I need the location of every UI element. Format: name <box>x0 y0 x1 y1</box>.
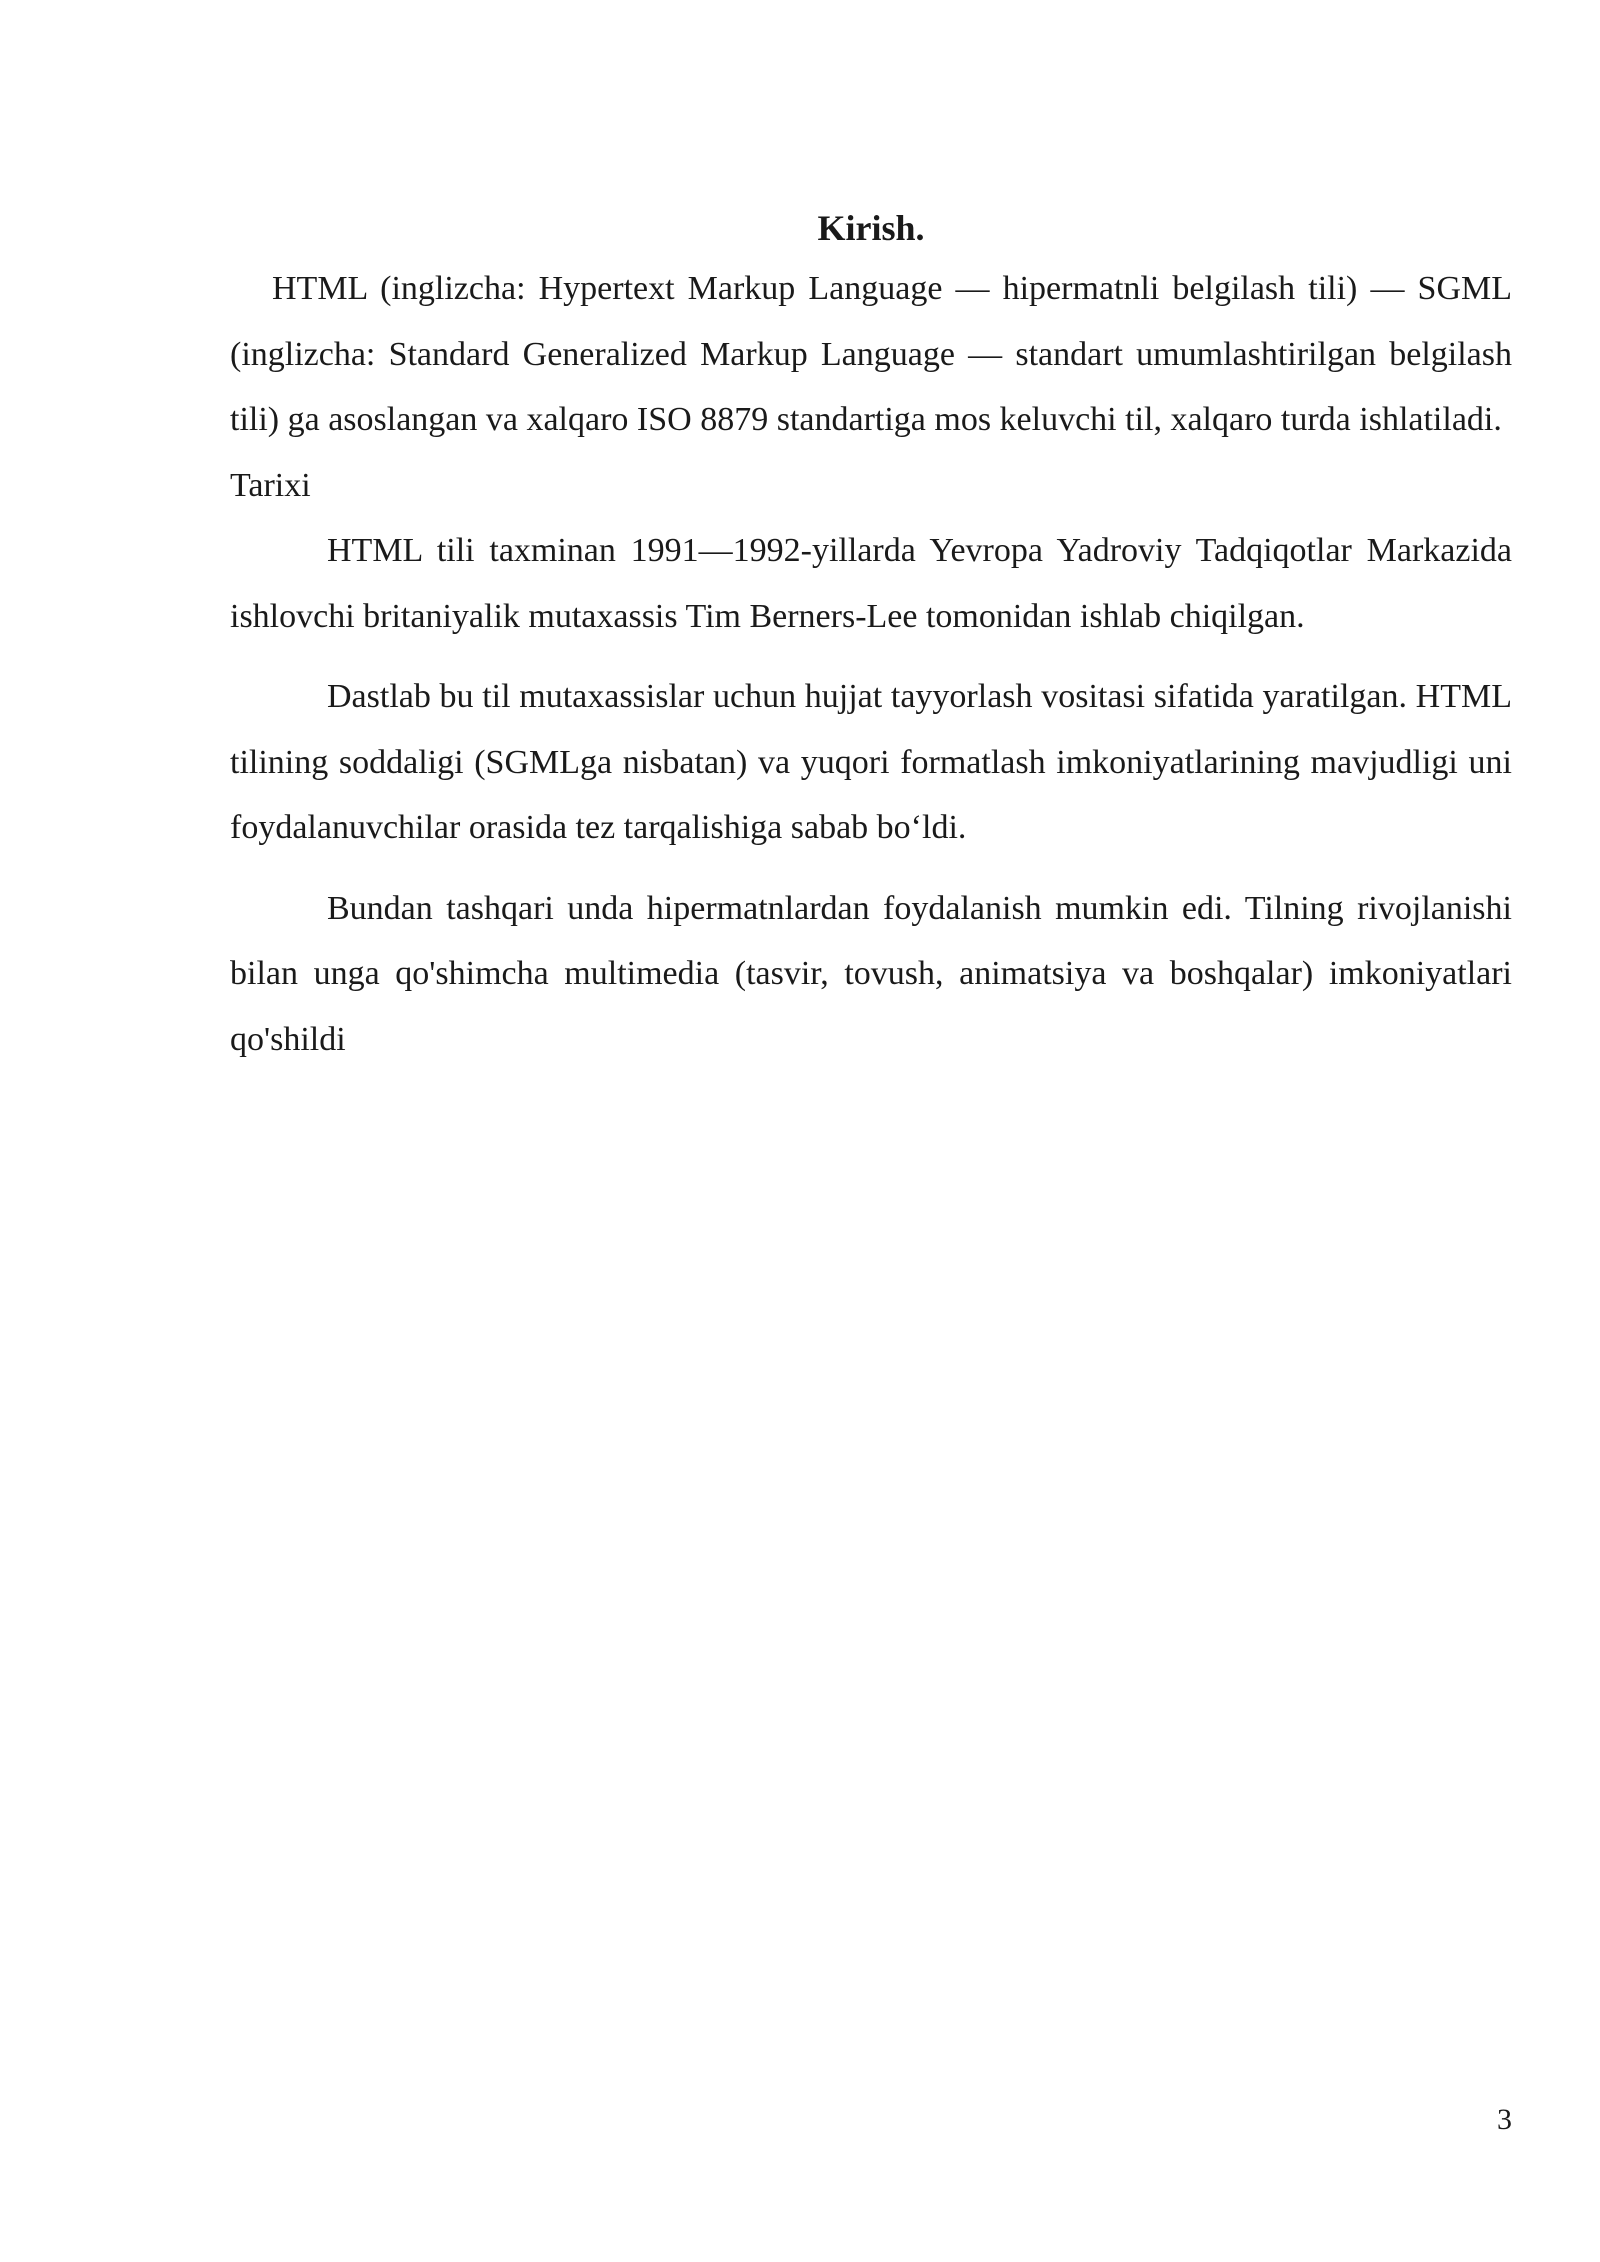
history-paragraph-3: Bundan tashqari unda hipermatnlardan foydalanish mumkin edi. Tilning rivojlanishi bilan unga qo'shimcha multimedia (tasvir, tovush, animatsiya va boshqalar) imkoniyatlari qo'shildi <box>230 889 1512 1058</box>
page-title: Kirish. <box>817 208 925 248</box>
page-content <box>230 200 1512 1072</box>
section-heading: Tarixi <box>230 466 311 504</box>
intro-paragraph: HTML (inglizcha: Hypertext Markup Language — hipermatnli belgilash tili) — SGML (inglizcha: Standard Generalized Markup Language — standart umumlashtirilgan belgilash tili) ga asoslangan va xalqaro ISO 8879 standartiga mos keluvchi til, xalqaro turda ishlatiladi. <box>230 270 1512 438</box>
history-paragraph-2: Dastlab bu til mutaxassislar uchun hujjat tayyorlash vositasi sifatida yaratilgan. HTML tilining soddaligi (SGMLga nisbatan) va yuqori formatlash imkoniyatlarining mavjudligi uni foydalanuvchilar orasida tez tarqalishiga sabab bo‘ldi. <box>230 678 1512 846</box>
history-paragraph-1: HTML tili taxminan 1991—1992-yillarda Yevropa Yadroviy Tadqiqotlar Markazida ishlovchi britaniyalik mutaxassis Tim Berners-Lee tomonidan ishlab chiqilgan. <box>230 532 1512 635</box>
page-number: 3 <box>1497 2103 1512 2136</box>
